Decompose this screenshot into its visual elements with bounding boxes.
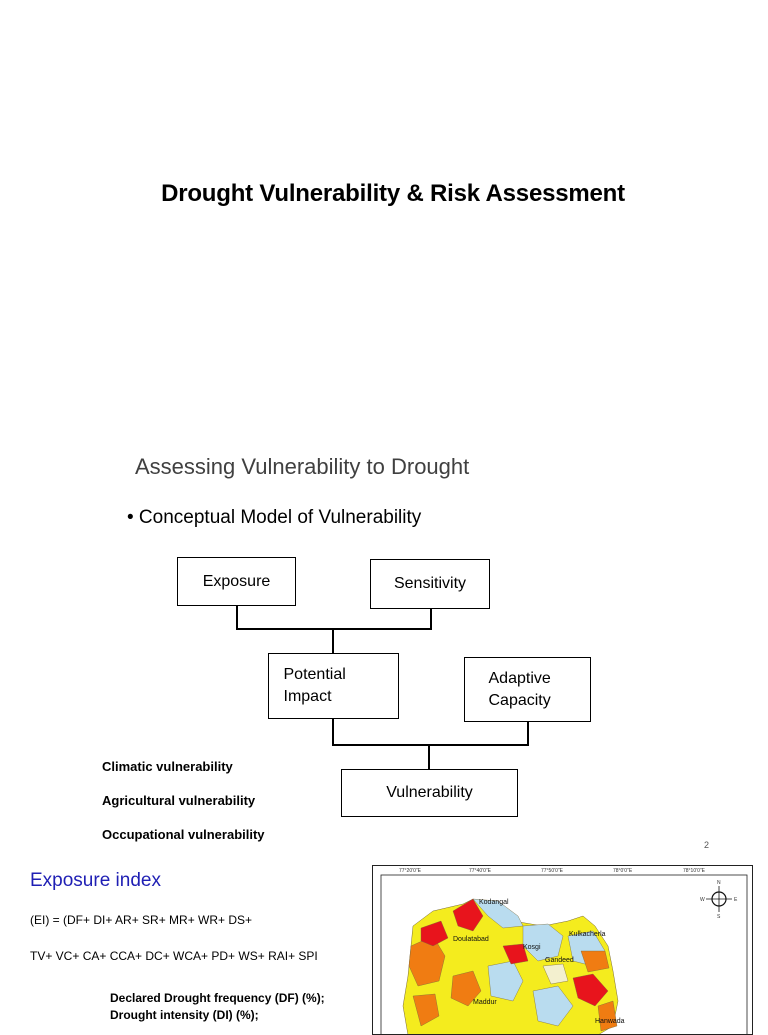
connector-line xyxy=(332,629,334,653)
box-vulnerability xyxy=(341,769,518,817)
exposure-map-svg xyxy=(373,866,753,1035)
bullet-conceptual-model: • Conceptual Model of Vulnerability xyxy=(127,507,422,528)
box-sensitivity xyxy=(370,559,490,609)
map-place-label: Doulatabad xyxy=(453,936,489,943)
formula-line-2: TV+ VC+ CA+ CCA+ DC+ WCA+ PD+ WS+ RAI+ SPI xyxy=(30,949,318,963)
connector-line xyxy=(332,744,529,746)
map-place-label: Kodangal xyxy=(479,899,509,906)
map-place-label: Kulkacherla xyxy=(569,931,606,938)
box-exposure xyxy=(177,557,296,606)
connector-line xyxy=(430,609,432,629)
occupational-vulnerability-label: Occupational vulnerability xyxy=(102,827,265,842)
map-place-label: Maddur xyxy=(473,999,497,1006)
connector-line xyxy=(332,719,334,745)
compass-n: N xyxy=(717,880,721,886)
connector-line xyxy=(428,745,430,769)
box-adaptive-capacity-label: Adaptive Capacity xyxy=(488,669,551,709)
map-place-label: Hanwada xyxy=(595,1018,625,1025)
compass-s: S xyxy=(717,914,721,920)
connector-line xyxy=(527,722,529,745)
compass-icon xyxy=(700,880,738,920)
connector-line xyxy=(236,628,432,630)
slide-title: Drought Vulnerability & Risk Assessment xyxy=(161,180,625,207)
exposure-map xyxy=(372,865,753,1035)
box-vulnerability-label: Vulnerability xyxy=(386,784,473,802)
definition-di: Drought intensity (DI) (%); xyxy=(110,1008,259,1022)
map-place-label: Kosgi xyxy=(523,944,541,951)
agricultural-vulnerability-label: Agricultural vulnerability xyxy=(102,793,256,808)
map-tick-top: 77°50'0"E xyxy=(541,868,563,874)
compass-e: E xyxy=(734,897,738,903)
climatic-vulnerability-label: Climatic vulnerability xyxy=(102,759,233,774)
box-potential-impact xyxy=(268,653,399,719)
definition-df: Declared Drought frequency (DF) (%); xyxy=(110,991,325,1005)
connector-line xyxy=(236,606,238,629)
box-exposure-label: Exposure xyxy=(202,572,271,590)
formula-line-1: (EI) = (DF+ DI+ AR+ SR+ MR+ WR+ DS+ xyxy=(30,913,253,927)
section-heading: Assessing Vulnerability to Drought xyxy=(135,454,470,479)
box-adaptive-capacity xyxy=(464,657,591,722)
map-tick-top: 78°0'0"E xyxy=(613,868,633,874)
map-tick-top: 77°40'0"E xyxy=(469,868,491,874)
map-place-label: Gandeed xyxy=(545,957,574,964)
box-potential-impact-label: Potential Impact xyxy=(283,666,346,705)
map-tick-top: 78°10'0"E xyxy=(683,868,705,874)
compass-w: W xyxy=(700,897,705,903)
map-tick-top: 77°20'0"E xyxy=(399,868,421,874)
page-number: 2 xyxy=(704,840,710,850)
box-sensitivity-label: Sensitivity xyxy=(393,575,467,593)
exposure-index-heading: Exposure index xyxy=(30,870,161,891)
